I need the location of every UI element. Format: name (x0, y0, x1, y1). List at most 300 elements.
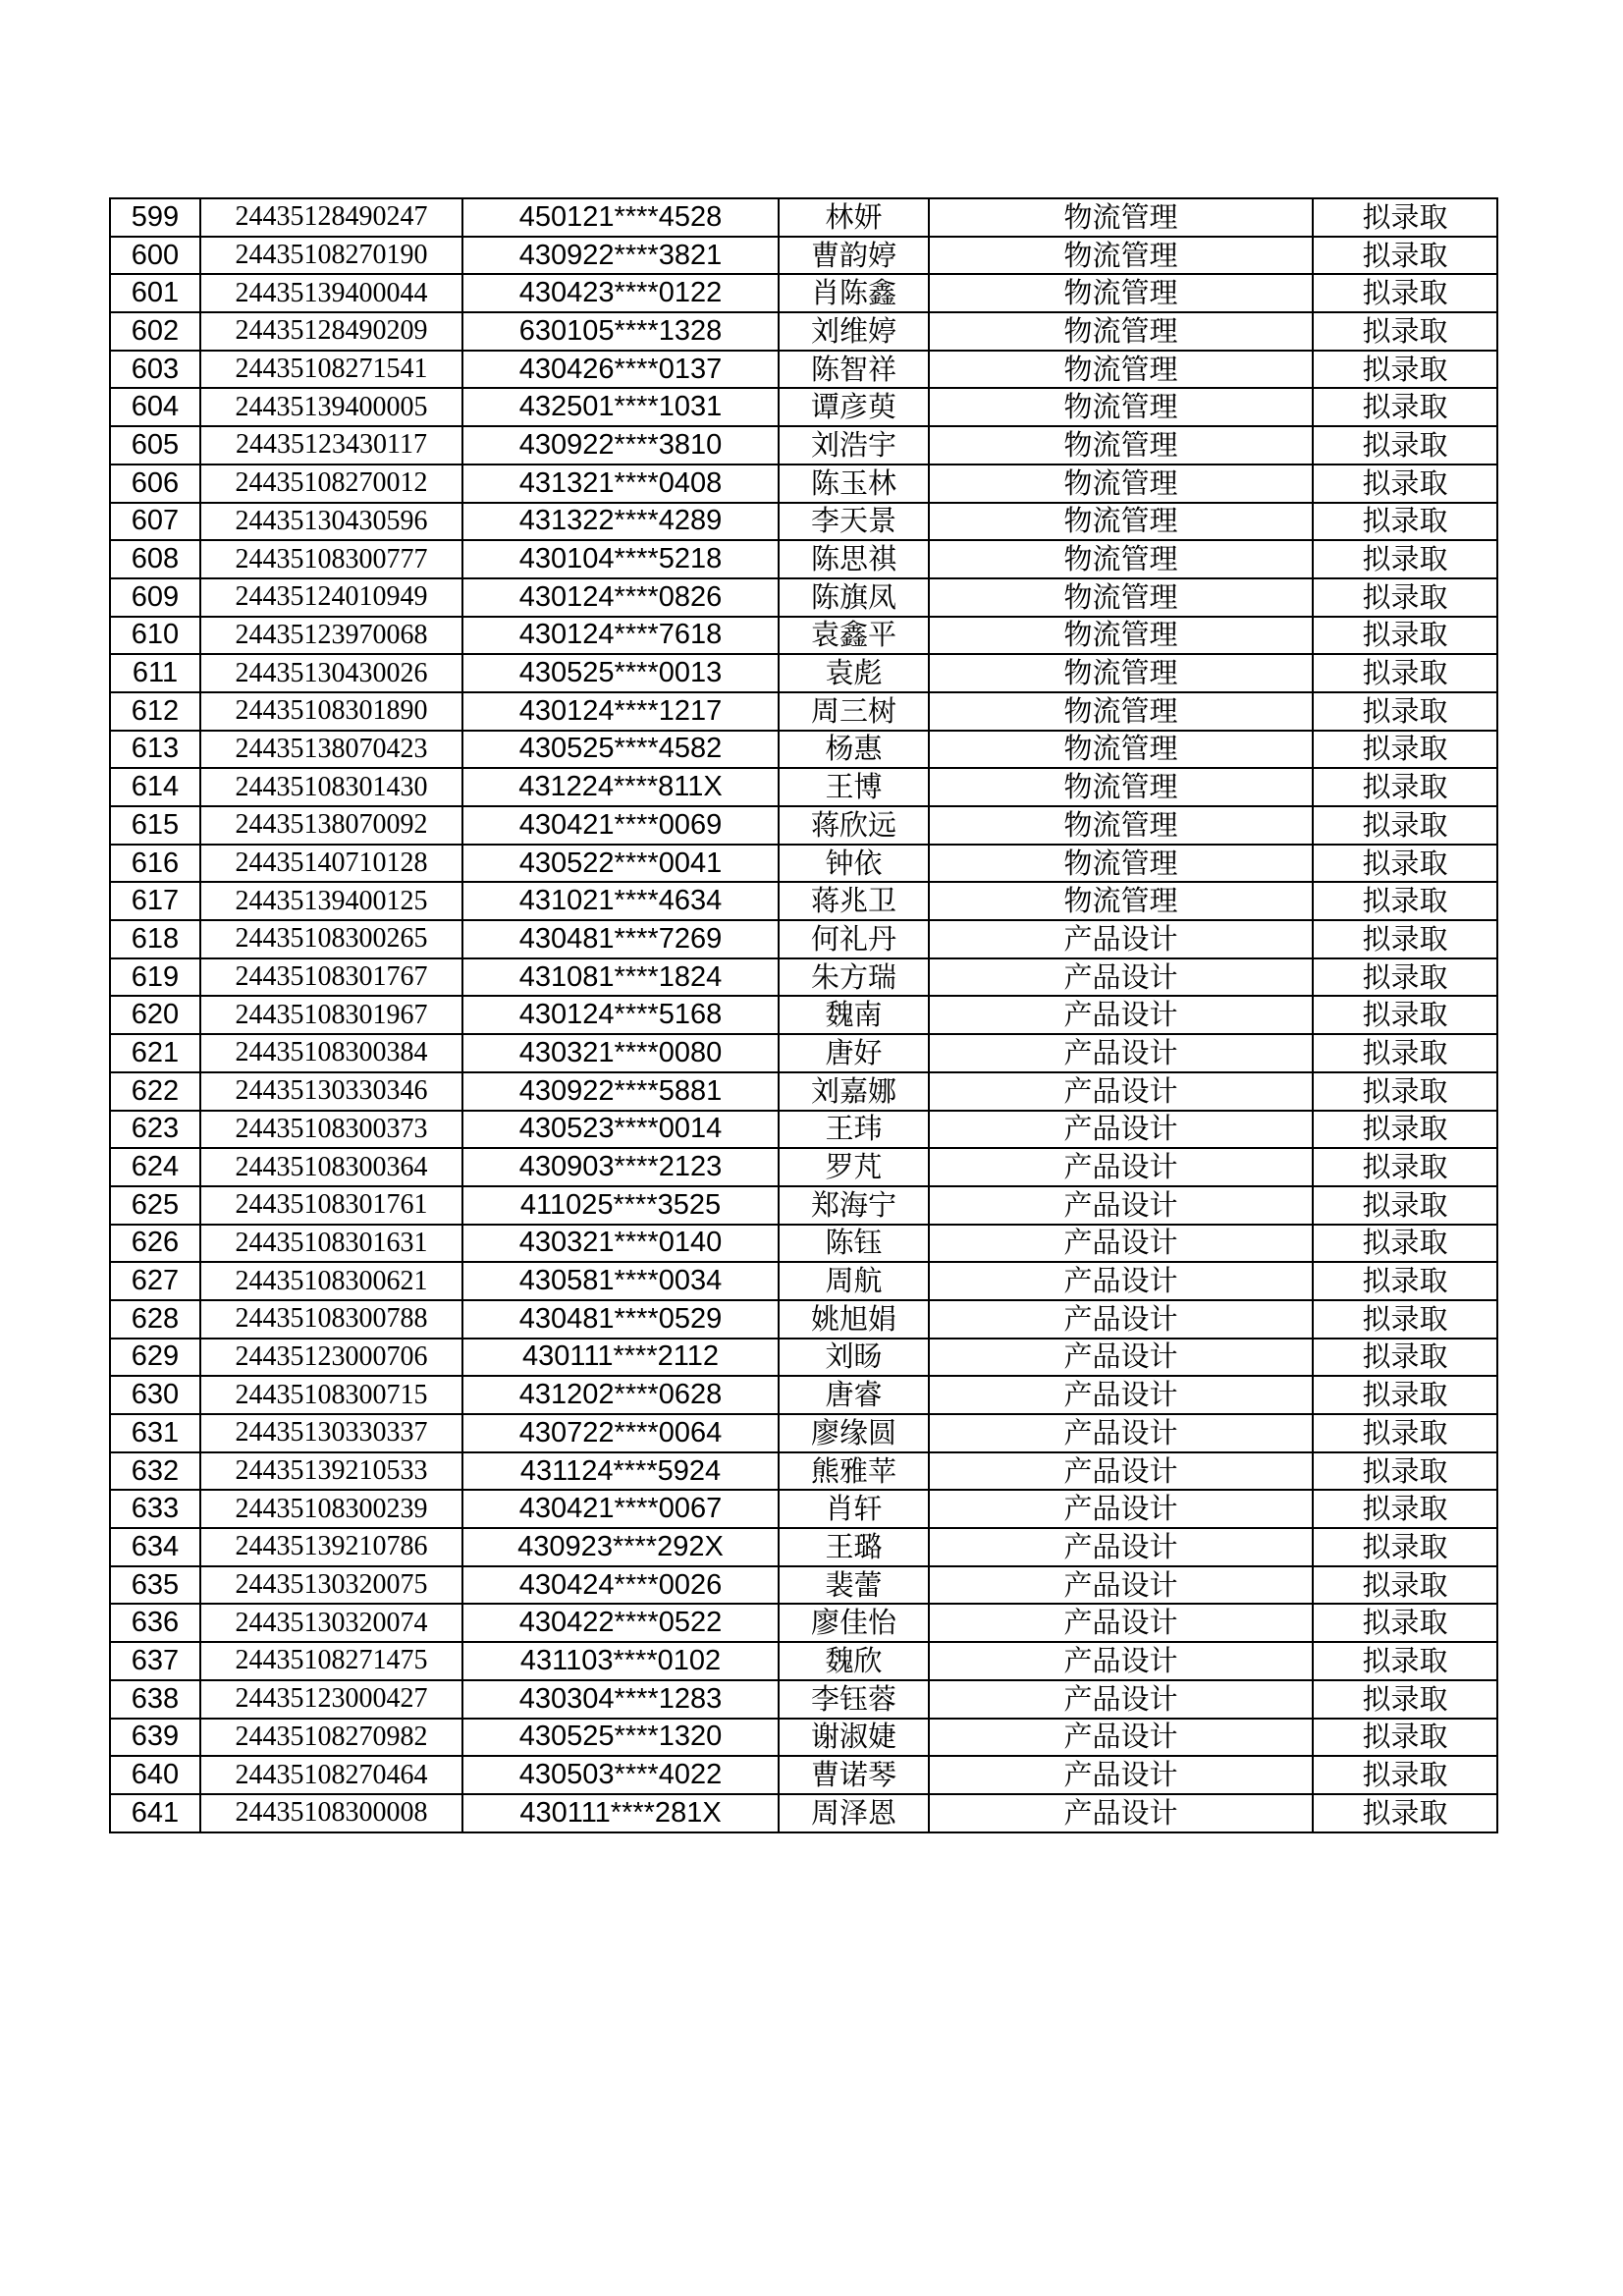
cell-id-number: 431322****4289 (462, 503, 779, 541)
cell-major: 产品设计 (929, 1642, 1313, 1680)
cell-seq: 630 (110, 1376, 200, 1414)
cell-status: 拟录取 (1313, 1719, 1497, 1757)
cell-status: 拟录取 (1313, 1490, 1497, 1528)
cell-name: 周泽恩 (779, 1794, 929, 1832)
table-row (110, 1642, 1497, 1680)
cell-name: 谭彦萸 (779, 388, 929, 426)
cell-name: 陈智祥 (779, 351, 929, 389)
cell-status: 拟录取 (1313, 1604, 1497, 1642)
cell-seq: 635 (110, 1566, 200, 1605)
cell-name: 李钰蓉 (779, 1680, 929, 1719)
table-row (110, 1300, 1497, 1339)
cell-name: 魏欣 (779, 1642, 929, 1680)
cell-status: 拟录取 (1313, 312, 1497, 351)
cell-name: 廖缘圆 (779, 1414, 929, 1452)
table-row (110, 1756, 1497, 1794)
cell-status: 拟录取 (1313, 1642, 1497, 1680)
cell-seq: 620 (110, 996, 200, 1034)
cell-major: 物流管理 (929, 845, 1313, 883)
cell-seq: 604 (110, 388, 200, 426)
cell-exam-number: 24435128490209 (200, 312, 462, 351)
cell-major: 产品设计 (929, 958, 1313, 997)
cell-major: 物流管理 (929, 198, 1313, 237)
cell-id-number: 430581****0034 (462, 1262, 779, 1300)
cell-seq: 627 (110, 1262, 200, 1300)
cell-exam-number: 24435139400044 (200, 274, 462, 312)
cell-major: 产品设计 (929, 1719, 1313, 1757)
table-row (110, 388, 1497, 426)
cell-seq: 600 (110, 237, 200, 275)
cell-exam-number: 24435130330337 (200, 1414, 462, 1452)
cell-seq: 629 (110, 1339, 200, 1377)
cell-id-number: 431124****5924 (462, 1452, 779, 1491)
cell-exam-number: 24435124010949 (200, 578, 462, 617)
table-row (110, 692, 1497, 731)
cell-major: 物流管理 (929, 503, 1313, 541)
table-row (110, 578, 1497, 617)
cell-seq: 613 (110, 731, 200, 769)
table-row (110, 617, 1497, 655)
table-row (110, 1452, 1497, 1491)
cell-major: 产品设计 (929, 1300, 1313, 1339)
cell-id-number: 430321****0080 (462, 1034, 779, 1072)
cell-name: 陈旗凤 (779, 578, 929, 617)
cell-major: 物流管理 (929, 768, 1313, 806)
cell-id-number: 430124****1217 (462, 692, 779, 731)
cell-name: 唐好 (779, 1034, 929, 1072)
cell-status: 拟录取 (1313, 1225, 1497, 1263)
cell-exam-number: 24435108301767 (200, 958, 462, 997)
table-row (110, 351, 1497, 389)
cell-id-number: 430426****0137 (462, 351, 779, 389)
cell-status: 拟录取 (1313, 768, 1497, 806)
cell-name: 陈玉林 (779, 465, 929, 503)
cell-major: 产品设计 (929, 1528, 1313, 1566)
table-row (110, 845, 1497, 883)
cell-major: 产品设计 (929, 1414, 1313, 1452)
cell-status: 拟录取 (1313, 958, 1497, 997)
cell-status: 拟录取 (1313, 996, 1497, 1034)
cell-name: 魏南 (779, 996, 929, 1034)
cell-major: 物流管理 (929, 540, 1313, 578)
table-row (110, 1034, 1497, 1072)
cell-id-number: 430503****4022 (462, 1756, 779, 1794)
cell-id-number: 431321****0408 (462, 465, 779, 503)
cell-major: 产品设计 (929, 996, 1313, 1034)
cell-name: 熊雅苹 (779, 1452, 929, 1491)
cell-major: 产品设计 (929, 1111, 1313, 1149)
cell-exam-number: 24435108300239 (200, 1490, 462, 1528)
cell-seq: 640 (110, 1756, 200, 1794)
cell-major: 产品设计 (929, 1225, 1313, 1263)
cell-status: 拟录取 (1313, 1339, 1497, 1377)
cell-id-number: 430525****4582 (462, 731, 779, 769)
cell-name: 罗芃 (779, 1148, 929, 1186)
cell-id-number: 430481****7269 (462, 920, 779, 958)
cell-status: 拟录取 (1313, 806, 1497, 845)
cell-name: 肖陈鑫 (779, 274, 929, 312)
cell-major: 产品设计 (929, 1680, 1313, 1719)
cell-status: 拟录取 (1313, 845, 1497, 883)
cell-exam-number: 24435108271541 (200, 351, 462, 389)
cell-status: 拟录取 (1313, 1111, 1497, 1149)
cell-exam-number: 24435123430117 (200, 426, 462, 465)
table-row (110, 198, 1497, 237)
cell-seq: 638 (110, 1680, 200, 1719)
cell-seq: 607 (110, 503, 200, 541)
table-row (110, 426, 1497, 465)
cell-name: 袁彪 (779, 654, 929, 692)
cell-name: 袁鑫平 (779, 617, 929, 655)
cell-status: 拟录取 (1313, 426, 1497, 465)
cell-seq: 626 (110, 1225, 200, 1263)
cell-seq: 637 (110, 1642, 200, 1680)
cell-name: 陈思祺 (779, 540, 929, 578)
admission-table-body (110, 198, 1497, 1832)
cell-exam-number: 24435139400125 (200, 882, 462, 920)
cell-name: 谢淑婕 (779, 1719, 929, 1757)
cell-seq: 609 (110, 578, 200, 617)
table-row (110, 1148, 1497, 1186)
cell-major: 产品设计 (929, 1490, 1313, 1528)
cell-status: 拟录取 (1313, 1794, 1497, 1832)
cell-status: 拟录取 (1313, 1262, 1497, 1300)
cell-major: 产品设计 (929, 920, 1313, 958)
cell-id-number: 430903****2123 (462, 1148, 779, 1186)
table-row (110, 465, 1497, 503)
cell-id-number: 430525****0013 (462, 654, 779, 692)
table-row (110, 654, 1497, 692)
cell-name: 郑海宁 (779, 1186, 929, 1225)
cell-exam-number: 24435130430026 (200, 654, 462, 692)
cell-exam-number: 24435123000706 (200, 1339, 462, 1377)
table-row (110, 1528, 1497, 1566)
cell-exam-number: 24435108301890 (200, 692, 462, 731)
cell-seq: 611 (110, 654, 200, 692)
cell-name: 刘嘉娜 (779, 1072, 929, 1111)
table-row (110, 1376, 1497, 1414)
cell-name: 王博 (779, 768, 929, 806)
cell-id-number: 430124****5168 (462, 996, 779, 1034)
cell-id-number: 430304****1283 (462, 1680, 779, 1719)
cell-major: 产品设计 (929, 1604, 1313, 1642)
table-row (110, 1111, 1497, 1149)
cell-name: 王玮 (779, 1111, 929, 1149)
cell-name: 姚旭娟 (779, 1300, 929, 1339)
cell-seq: 619 (110, 958, 200, 997)
cell-major: 产品设计 (929, 1186, 1313, 1225)
cell-major: 物流管理 (929, 351, 1313, 389)
table-row (110, 1604, 1497, 1642)
table-row (110, 540, 1497, 578)
cell-exam-number: 24435108300265 (200, 920, 462, 958)
cell-id-number: 430523****0014 (462, 1111, 779, 1149)
cell-exam-number: 24435108270190 (200, 237, 462, 275)
cell-name: 唐睿 (779, 1376, 929, 1414)
cell-major: 产品设计 (929, 1794, 1313, 1832)
table-row (110, 806, 1497, 845)
cell-seq: 599 (110, 198, 200, 237)
cell-name: 刘浩宇 (779, 426, 929, 465)
cell-exam-number: 24435108300788 (200, 1300, 462, 1339)
cell-status: 拟录取 (1313, 1376, 1497, 1414)
cell-name: 蒋欣远 (779, 806, 929, 845)
cell-id-number: 430104****5218 (462, 540, 779, 578)
cell-seq: 615 (110, 806, 200, 845)
cell-exam-number: 24435108301631 (200, 1225, 462, 1263)
cell-exam-number: 24435108270982 (200, 1719, 462, 1757)
cell-status: 拟录取 (1313, 1148, 1497, 1186)
cell-name: 周航 (779, 1262, 929, 1300)
cell-status: 拟录取 (1313, 1452, 1497, 1491)
table-row (110, 920, 1497, 958)
cell-major: 产品设计 (929, 1339, 1313, 1377)
table-row (110, 1414, 1497, 1452)
cell-status: 拟录取 (1313, 692, 1497, 731)
cell-exam-number: 24435108270012 (200, 465, 462, 503)
cell-seq: 641 (110, 1794, 200, 1832)
cell-status: 拟录取 (1313, 617, 1497, 655)
cell-major: 物流管理 (929, 882, 1313, 920)
cell-exam-number: 24435108300364 (200, 1148, 462, 1186)
cell-major: 物流管理 (929, 465, 1313, 503)
cell-exam-number: 24435140710128 (200, 845, 462, 883)
cell-seq: 624 (110, 1148, 200, 1186)
cell-major: 产品设计 (929, 1452, 1313, 1491)
cell-major: 物流管理 (929, 388, 1313, 426)
cell-exam-number: 24435139210533 (200, 1452, 462, 1491)
cell-major: 物流管理 (929, 617, 1313, 655)
cell-id-number: 432501****1031 (462, 388, 779, 426)
cell-exam-number: 24435108300384 (200, 1034, 462, 1072)
cell-seq: 614 (110, 768, 200, 806)
cell-id-number: 430111****281X (462, 1794, 779, 1832)
cell-seq: 621 (110, 1034, 200, 1072)
cell-status: 拟录取 (1313, 920, 1497, 958)
cell-major: 物流管理 (929, 731, 1313, 769)
cell-seq: 631 (110, 1414, 200, 1452)
cell-seq: 622 (110, 1072, 200, 1111)
cell-exam-number: 24435108300621 (200, 1262, 462, 1300)
cell-id-number: 430522****0041 (462, 845, 779, 883)
cell-exam-number: 24435138070423 (200, 731, 462, 769)
cell-id-number: 430481****0529 (462, 1300, 779, 1339)
cell-status: 拟录取 (1313, 654, 1497, 692)
cell-status: 拟录取 (1313, 465, 1497, 503)
table-row (110, 1794, 1497, 1832)
cell-id-number: 630105****1328 (462, 312, 779, 351)
cell-major: 物流管理 (929, 692, 1313, 731)
cell-major: 物流管理 (929, 426, 1313, 465)
cell-major: 产品设计 (929, 1148, 1313, 1186)
cell-major: 产品设计 (929, 1756, 1313, 1794)
cell-seq: 602 (110, 312, 200, 351)
cell-major: 产品设计 (929, 1262, 1313, 1300)
table-row (110, 1186, 1497, 1225)
cell-id-number: 431081****1824 (462, 958, 779, 997)
cell-status: 拟录取 (1313, 1186, 1497, 1225)
table-row (110, 1566, 1497, 1605)
cell-id-number: 430424****0026 (462, 1566, 779, 1605)
cell-id-number: 430421****0067 (462, 1490, 779, 1528)
cell-seq: 608 (110, 540, 200, 578)
cell-status: 拟录取 (1313, 1300, 1497, 1339)
table-row (110, 1225, 1497, 1263)
cell-status: 拟录取 (1313, 388, 1497, 426)
cell-exam-number: 24435130320074 (200, 1604, 462, 1642)
cell-name: 钟依 (779, 845, 929, 883)
cell-exam-number: 24435108301967 (200, 996, 462, 1034)
cell-seq: 632 (110, 1452, 200, 1491)
cell-exam-number: 24435108300008 (200, 1794, 462, 1832)
cell-status: 拟录取 (1313, 1414, 1497, 1452)
cell-seq: 625 (110, 1186, 200, 1225)
cell-major: 物流管理 (929, 274, 1313, 312)
table-row (110, 996, 1497, 1034)
cell-id-number: 431103****0102 (462, 1642, 779, 1680)
cell-status: 拟录取 (1313, 503, 1497, 541)
cell-name: 曹韵婷 (779, 237, 929, 275)
cell-seq: 610 (110, 617, 200, 655)
cell-seq: 606 (110, 465, 200, 503)
table-row (110, 1680, 1497, 1719)
table-row (110, 1262, 1497, 1300)
cell-id-number: 430422****0522 (462, 1604, 779, 1642)
cell-id-number: 430321****0140 (462, 1225, 779, 1263)
cell-id-number: 431202****0628 (462, 1376, 779, 1414)
cell-id-number: 450121****4528 (462, 198, 779, 237)
cell-status: 拟录取 (1313, 274, 1497, 312)
cell-exam-number: 24435123970068 (200, 617, 462, 655)
cell-name: 李天景 (779, 503, 929, 541)
cell-exam-number: 24435108270464 (200, 1756, 462, 1794)
cell-exam-number: 24435108300777 (200, 540, 462, 578)
cell-seq: 617 (110, 882, 200, 920)
cell-status: 拟录取 (1313, 1756, 1497, 1794)
cell-major: 产品设计 (929, 1072, 1313, 1111)
cell-name: 王璐 (779, 1528, 929, 1566)
cell-status: 拟录取 (1313, 1680, 1497, 1719)
cell-id-number: 430124****7618 (462, 617, 779, 655)
admission-table (109, 197, 1498, 1833)
cell-exam-number: 24435130330346 (200, 1072, 462, 1111)
cell-major: 物流管理 (929, 578, 1313, 617)
table-row (110, 503, 1497, 541)
cell-seq: 612 (110, 692, 200, 731)
cell-name: 刘维婷 (779, 312, 929, 351)
cell-name: 蒋兆卫 (779, 882, 929, 920)
cell-name: 朱方瑞 (779, 958, 929, 997)
table-row (110, 731, 1497, 769)
cell-status: 拟录取 (1313, 237, 1497, 275)
cell-exam-number: 24435128490247 (200, 198, 462, 237)
cell-major: 产品设计 (929, 1376, 1313, 1414)
cell-id-number: 431224****811X (462, 768, 779, 806)
cell-exam-number: 24435130430596 (200, 503, 462, 541)
cell-status: 拟录取 (1313, 1566, 1497, 1605)
cell-status: 拟录取 (1313, 731, 1497, 769)
cell-id-number: 430124****0826 (462, 578, 779, 617)
cell-exam-number: 24435138070092 (200, 806, 462, 845)
table-row (110, 958, 1497, 997)
cell-status: 拟录取 (1313, 1528, 1497, 1566)
cell-id-number: 411025****3525 (462, 1186, 779, 1225)
cell-exam-number: 24435108300715 (200, 1376, 462, 1414)
cell-seq: 616 (110, 845, 200, 883)
cell-major: 物流管理 (929, 312, 1313, 351)
cell-id-number: 430922****5881 (462, 1072, 779, 1111)
cell-exam-number: 24435108300373 (200, 1111, 462, 1149)
table-row (110, 312, 1497, 351)
cell-name: 林妍 (779, 198, 929, 237)
table-row (110, 1339, 1497, 1377)
cell-seq: 623 (110, 1111, 200, 1149)
cell-name: 肖轩 (779, 1490, 929, 1528)
cell-id-number: 430923****292X (462, 1528, 779, 1566)
cell-seq: 618 (110, 920, 200, 958)
cell-exam-number: 24435130320075 (200, 1566, 462, 1605)
cell-name: 周三树 (779, 692, 929, 731)
cell-name: 刘旸 (779, 1339, 929, 1377)
cell-seq: 634 (110, 1528, 200, 1566)
cell-name: 陈钰 (779, 1225, 929, 1263)
cell-exam-number: 24435139400005 (200, 388, 462, 426)
cell-name: 杨惠 (779, 731, 929, 769)
table-row (110, 1490, 1497, 1528)
table-row (110, 274, 1497, 312)
cell-id-number: 430722****0064 (462, 1414, 779, 1452)
table-row (110, 237, 1497, 275)
cell-seq: 639 (110, 1719, 200, 1757)
cell-major: 物流管理 (929, 237, 1313, 275)
cell-name: 何礼丹 (779, 920, 929, 958)
cell-id-number: 431021****4634 (462, 882, 779, 920)
cell-major: 物流管理 (929, 806, 1313, 845)
cell-major: 产品设计 (929, 1566, 1313, 1605)
cell-status: 拟录取 (1313, 198, 1497, 237)
cell-exam-number: 24435108271475 (200, 1642, 462, 1680)
cell-seq: 628 (110, 1300, 200, 1339)
cell-id-number: 430922****3810 (462, 426, 779, 465)
cell-seq: 601 (110, 274, 200, 312)
cell-status: 拟录取 (1313, 578, 1497, 617)
cell-id-number: 430421****0069 (462, 806, 779, 845)
cell-seq: 633 (110, 1490, 200, 1528)
cell-status: 拟录取 (1313, 351, 1497, 389)
cell-exam-number: 24435123000427 (200, 1680, 462, 1719)
cell-name: 裴蕾 (779, 1566, 929, 1605)
cell-name: 廖佳怡 (779, 1604, 929, 1642)
cell-name: 曹诺琴 (779, 1756, 929, 1794)
table-row (110, 768, 1497, 806)
cell-major: 物流管理 (929, 654, 1313, 692)
cell-id-number: 430525****1320 (462, 1719, 779, 1757)
cell-seq: 603 (110, 351, 200, 389)
cell-exam-number: 24435108301761 (200, 1186, 462, 1225)
cell-seq: 605 (110, 426, 200, 465)
cell-status: 拟录取 (1313, 1072, 1497, 1111)
cell-seq: 636 (110, 1604, 200, 1642)
cell-status: 拟录取 (1313, 540, 1497, 578)
table-row (110, 1719, 1497, 1757)
table-row (110, 1072, 1497, 1111)
cell-status: 拟录取 (1313, 1034, 1497, 1072)
cell-id-number: 430111****2112 (462, 1339, 779, 1377)
cell-id-number: 430423****0122 (462, 274, 779, 312)
cell-exam-number: 24435139210786 (200, 1528, 462, 1566)
cell-major: 产品设计 (929, 1034, 1313, 1072)
table-row (110, 882, 1497, 920)
